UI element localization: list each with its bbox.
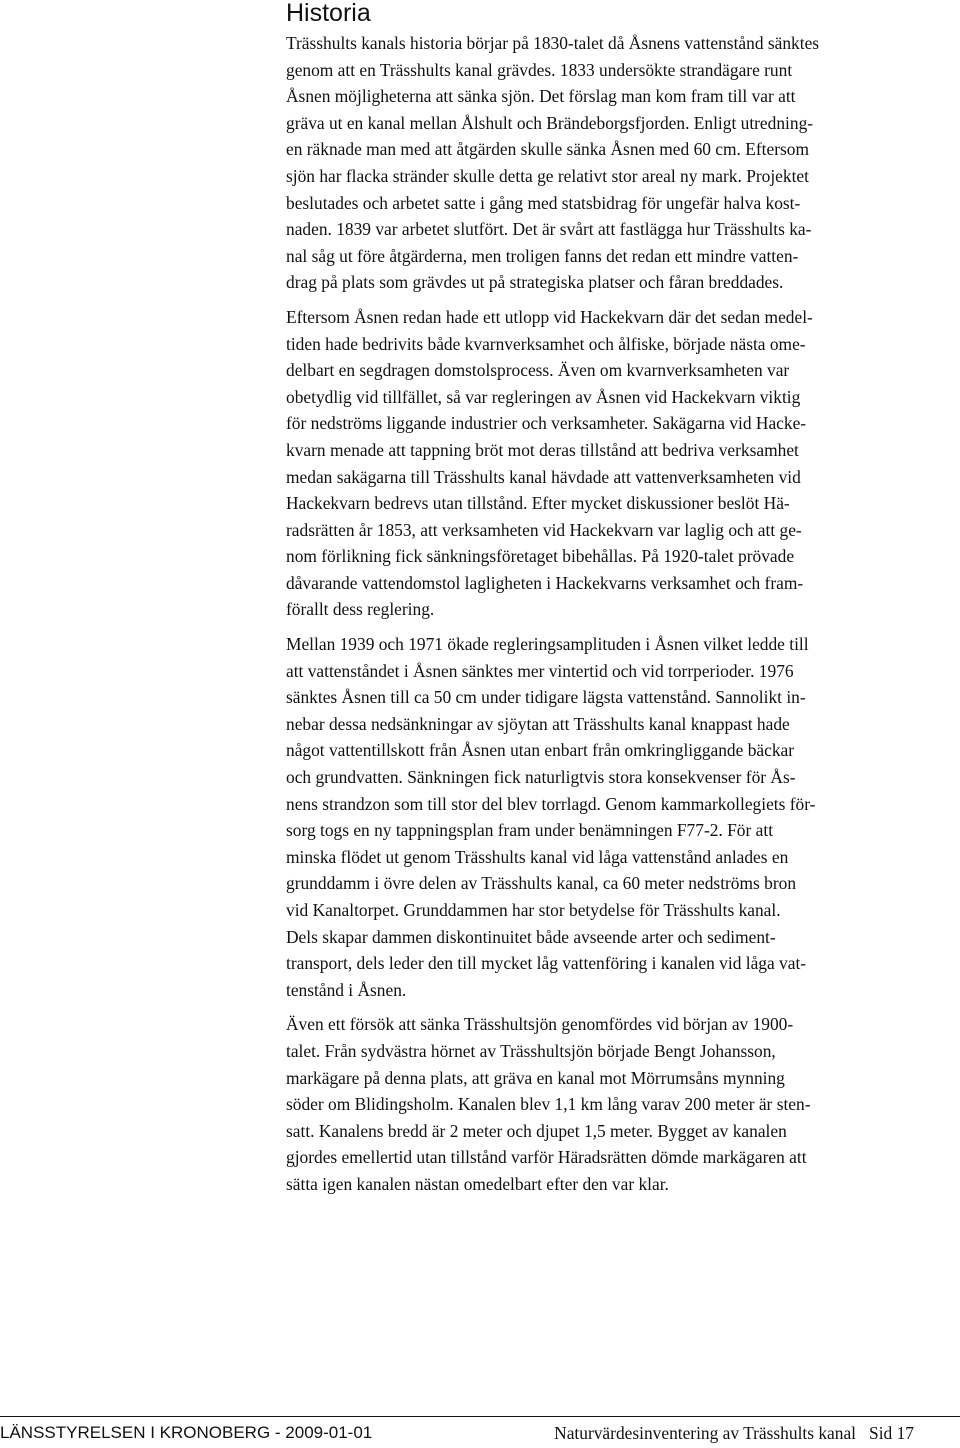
text-line: för nedströms liggande industrier och verksamheter. Sakägarna vid Hacke- xyxy=(286,413,807,434)
text-line: förallt dess reglering. xyxy=(286,599,435,620)
text-line: Även ett försök att sänka Trässhultsjön genomfördes vid början av 1900- xyxy=(286,1014,794,1035)
text-line: Hackekvarn bedrevs utan tillstånd. Efter mycket diskussioner beslöt Hä- xyxy=(286,493,790,514)
paragraph-2 xyxy=(286,304,960,623)
section-heading: Historia xyxy=(286,0,371,27)
text-line: Åsnen möjligheterna att sänka sjön. Det förslag man kom fram till var att xyxy=(286,86,796,107)
text-line: drag på plats som grävdes ut på strategiska platser och fåran breddades. xyxy=(286,272,784,293)
footer-organization-date: LÄNSSTYRELSEN I KRONOBERG - 2009-01-01 xyxy=(0,1423,373,1442)
text-line: obetydlig vid tillfället, så var regleringen av Åsnen vid Hackekvarn viktig xyxy=(286,386,801,407)
text-line: talet. Från sydvästra hörnet av Trässhultsjön började Bengt Johansson, xyxy=(286,1040,776,1061)
text-line: satt. Kanalens bredd är 2 meter och djupet 1,5 meter. Bygget av kanalen xyxy=(286,1120,787,1141)
text-line: något vattentillskott från Åsnen utan enbart från omkringliggande bäckar xyxy=(286,740,795,761)
text-line: Mellan 1939 och 1971 ökade regleringsamplituden i Åsnen vilket ledde till xyxy=(286,634,809,655)
text-line: beslutades och arbetet satte i gång med statsbidrag för ungefär halva kost- xyxy=(286,192,801,213)
footer-report-title-page: Naturvärdesinventering av Trässhults kanal Sid 17 xyxy=(554,1423,914,1443)
text-line: en räknade man med att åtgärden skulle sänka Åsnen med 60 cm. Eftersom xyxy=(286,139,809,160)
footer-divider xyxy=(0,1416,960,1417)
text-line: Dels skapar dammen diskontinuitet både avseende arter och sediment- xyxy=(286,926,776,947)
text-line: nal såg ut före åtgärderna, men troligen fanns det redan ett mindre vatten- xyxy=(286,245,799,266)
text-line: genom att en Trässhults kanal grävdes. 1833 undersökte strandägare runt xyxy=(286,59,793,80)
text-line: vid Kanaltorpet. Grunddammen har stor betydelse för Trässhults kanal. xyxy=(286,900,781,920)
text-line: Eftersom Åsnen redan hade ett utlopp vid Hackekvarn där det sedan medel- xyxy=(286,306,813,327)
text-line: nom förlikning fick sänkningsföretaget bibehållas. På 1920-talet prövade xyxy=(286,546,795,567)
text-line: delbart en segdragen domstolsprocess. Även om kvarnverksamheten var xyxy=(286,360,790,381)
text-line: transport, dels leder den till mycket låg vattenföring i kanalen vid låga vat- xyxy=(286,953,807,974)
text-line: söder om Blidingsholm. Kanalen blev 1,1 km lång varav 200 meter är sten- xyxy=(286,1094,811,1115)
text-line: sorg togs en ny tappningsplan fram under benämningen F77-2. För att xyxy=(286,820,774,841)
paragraph-4 xyxy=(286,1011,960,1197)
text-line: Trässhults kanals historia börjar på 1830-talet då Åsnens vattenstånd sänktes xyxy=(286,33,820,53)
text-line: gräva ut en kanal mellan Ålshult och Brändeborgsfjorden. Enligt utredning- xyxy=(286,112,814,133)
text-line: minska flödet ut genom Trässhults kanal vid låga vattenstånd anlades en xyxy=(286,846,789,867)
document-body xyxy=(286,0,960,1206)
text-line: tiden hade bedrivits både kvarnverksamhet och ålfiske, började nästa ome- xyxy=(286,333,806,354)
text-line: kvarn menade att tappning bröt mot deras tillstånd att bedriva verksamhet xyxy=(286,439,799,460)
text-line: tenstånd i Åsnen. xyxy=(286,979,407,1000)
text-line: nens strandzon som till stor del blev torrlagd. Genom kammarkollegiets för- xyxy=(286,793,816,814)
text-line: grunddamm i övre delen av Trässhults kanal, ca 60 meter nedströms bron xyxy=(286,873,797,894)
text-line: dåvarande vattendomstol lagligheten i Hackekvarns verksamhet och fram- xyxy=(286,572,804,593)
text-line: medan sakägarna till Trässhults kanal hävdade att vattenverksamheten vid xyxy=(286,466,801,487)
text-line: sätta igen kanalen nästan omedelbart efter den var klar. xyxy=(286,1173,669,1194)
paragraph-1 xyxy=(286,30,960,296)
text-line: naden. 1839 var arbetet slutfört. Det är svårt att fastlägga hur Trässhults ka- xyxy=(286,219,812,240)
paragraph-3 xyxy=(286,631,960,1003)
text-line: radsrätten år 1853, att verksamheten vid Hackekvarn var laglig och att ge- xyxy=(286,519,802,540)
text-line: sjön har flacka stränder skulle detta ge relativt stor areal ny mark. Projektet xyxy=(286,165,809,186)
text-line: nebar dessa nedsänkningar av sjöytan att Trässhults kanal knappast hade xyxy=(286,713,790,734)
text-line: markägare på denna plats, att gräva en kanal mot Mörrumsåns mynning xyxy=(286,1067,785,1088)
text-line: sänktes Åsnen till ca 50 cm under tidigare lägsta vattenstånd. Sannolikt in- xyxy=(286,687,806,708)
text-line: att vattenståndet i Åsnen sänktes mer vintertid och vid torrperioder. 1976 xyxy=(286,660,794,681)
text-line: och grundvatten. Sänkningen fick naturligtvis stora konsekvenser för Ås- xyxy=(286,767,796,788)
text-line: gjordes emellertid utan tillstånd varför Häradsrätten dömde markägaren att xyxy=(286,1147,807,1168)
